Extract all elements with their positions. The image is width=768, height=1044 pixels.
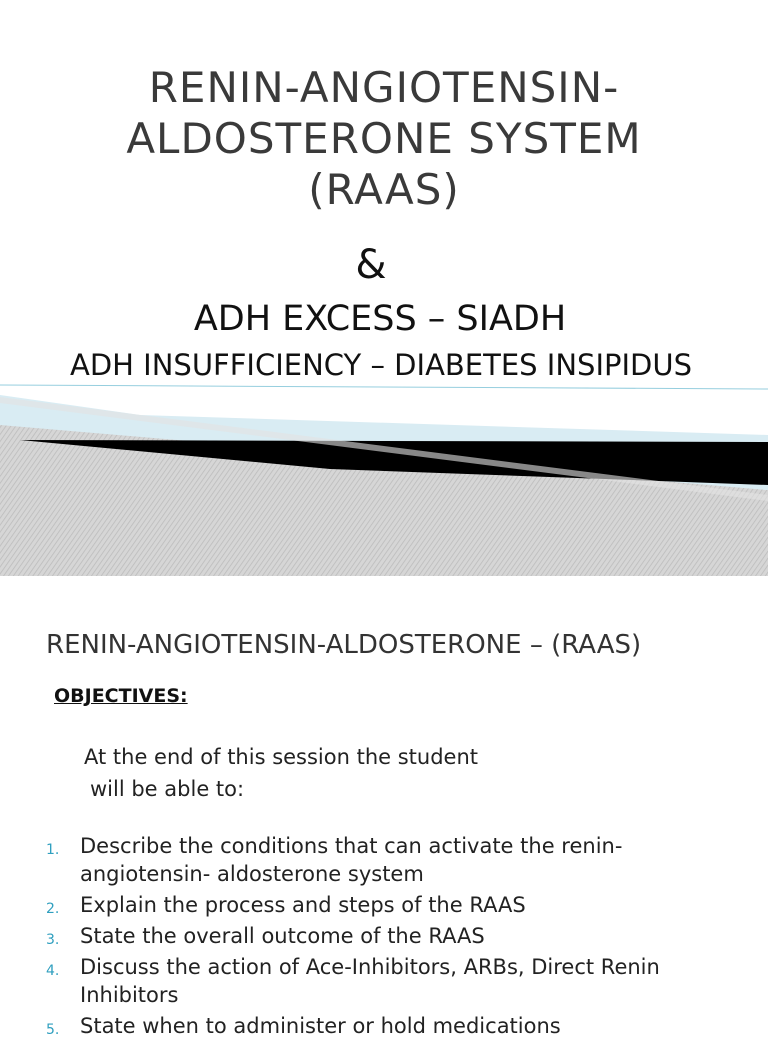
title-line: RENIN-ANGIOTENSIN- [148,63,620,112]
slide-title: RENIN-ANGIOTENSIN-ALDOSTERONE – (RAAS) [46,630,642,660]
slide-title [0,62,768,215]
list-item-text: Discuss the action of Ace-Inhibitors, ARBs, Direct Renin Inhibitors [80,955,660,1007]
intro-line: will be able to: [90,777,245,801]
list-number: 2. [46,901,60,917]
list-item-text: Describe the conditions that can activate the renin-angiotensin- aldosterone system [80,834,623,886]
list-item [46,891,746,919]
subtitle-siadh: ADH EXCESS – SIADH [193,299,567,339]
subtitle-diabetes-insipidus: ADH INSUFFICIENCY – DIABETES INSIPIDUS [69,348,692,382]
list-item-text: State the overall outcome of the RAAS [80,924,485,948]
ampersand: & [355,242,387,288]
list-item [46,922,746,950]
list-number: 1. [46,842,60,858]
list-item-text: Explain the process and steps of the RAAS [80,893,526,917]
list-item [46,832,746,888]
accent-line [0,385,768,389]
objectives-heading: OBJECTIVES: [54,685,188,707]
list-number: 5. [46,1022,60,1038]
title-line: (RAAS) [308,165,460,214]
objectives-list [46,832,746,1043]
objectives-slide [0,576,768,1038]
list-number: 4. [46,963,60,979]
intro-text [84,741,478,805]
title-line: ALDOSTERONE SYSTEM [126,114,642,163]
list-item [46,953,746,1009]
list-number: 3. [46,932,60,948]
decorative-band [0,385,768,576]
list-item-text: State when to administer or hold medications [80,1014,561,1038]
intro-line: At the end of this session the student [84,745,479,769]
list-item [46,1012,746,1040]
